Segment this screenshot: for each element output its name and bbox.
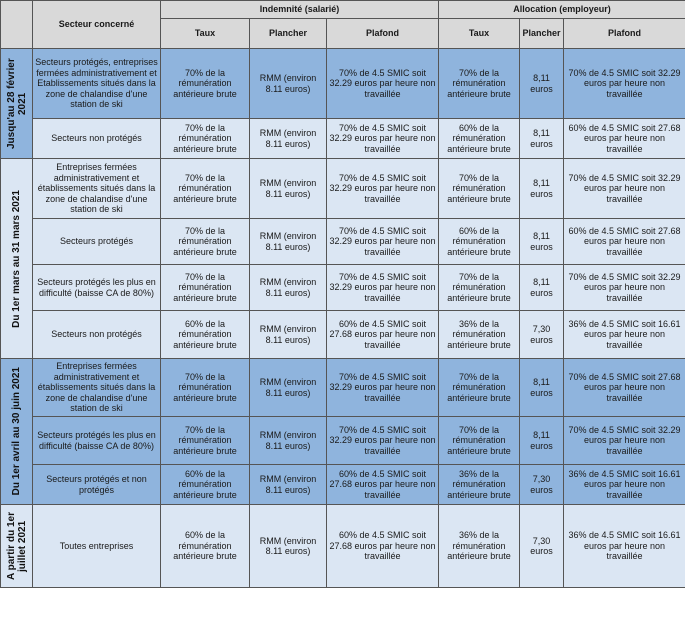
period-label: Du 1er avril au 30 juin 2021: [1, 359, 33, 505]
table-row: [1, 417, 685, 465]
header-all-plancher: Plancher: [520, 19, 564, 49]
all-plancher-cell: 8,11 euros: [520, 265, 564, 311]
all-plancher-cell: 8,11 euros: [520, 119, 564, 159]
ind-taux-cell: 70% de la rémunération antérieure brute: [161, 219, 250, 265]
header-allocation: Allocation (employeur): [439, 1, 685, 19]
all-plafond-cell: 70% de 4.5 SMIC soit 32.29 euros par heure non travaillée: [564, 265, 685, 311]
secteur-cell: Secteurs protégés et non protégés: [33, 465, 161, 505]
all-taux-cell: 60% de la rémunération antérieure brute: [439, 219, 520, 265]
ind-plancher-cell: RMM (environ 8.11 euros): [250, 359, 327, 417]
ind-plafond-cell: 60% de 4.5 SMIC soit 27.68 euros par heure non travaillée: [327, 505, 439, 588]
ind-plafond-cell: 60% de 4.5 SMIC soit 27.68 euros par heure non travaillée: [327, 465, 439, 505]
period-label: Du 1er mars au 31 mars 2021: [1, 159, 33, 359]
ind-plancher-cell: RMM (environ 8.11 euros): [250, 49, 327, 119]
header-ind-taux: Taux: [161, 19, 250, 49]
ind-taux-cell: 70% de la rémunération antérieure brute: [161, 119, 250, 159]
period-label: Jusqu'au 28 février 2021: [1, 49, 33, 159]
all-plafond-cell: 60% de 4.5 SMIC soit 27.68 euros par heure non travaillée: [564, 219, 685, 265]
header-secteur: Secteur concerné: [33, 1, 161, 49]
header-indemnite: Indemnité (salarié): [161, 1, 439, 19]
all-taux-cell: 60% de la rémunération antérieure brute: [439, 119, 520, 159]
all-plafond-cell: 70% de 4.5 SMIC soit 32.29 euros par heure non travaillée: [564, 49, 685, 119]
ind-taux-cell: 70% de la rémunération antérieure brute: [161, 159, 250, 219]
all-plancher-cell: 8,11 euros: [520, 359, 564, 417]
all-taux-cell: 70% de la rémunération antérieure brute: [439, 265, 520, 311]
header-ind-plancher: Plancher: [250, 19, 327, 49]
header-ind-plafond: Plafond: [327, 19, 439, 49]
ind-plancher-cell: RMM (environ 8.11 euros): [250, 311, 327, 359]
all-plafond-cell: 36% de 4.5 SMIC soit 16.61 euros par heure non travaillée: [564, 311, 685, 359]
ind-taux-cell: 70% de la rémunération antérieure brute: [161, 49, 250, 119]
all-plancher-cell: 8,11 euros: [520, 219, 564, 265]
ind-plancher-cell: RMM (environ 8.11 euros): [250, 119, 327, 159]
all-plancher-cell: 8,11 euros: [520, 159, 564, 219]
ind-taux-cell: 70% de la rémunération antérieure brute: [161, 417, 250, 465]
ind-taux-cell: 70% de la rémunération antérieure brute: [161, 359, 250, 417]
ind-plancher-cell: RMM (environ 8.11 euros): [250, 465, 327, 505]
ind-taux-cell: 60% de la rémunération antérieure brute: [161, 465, 250, 505]
table-row: [1, 119, 685, 159]
table-row: [1, 359, 685, 417]
table-row: [1, 159, 685, 219]
ind-plafond-cell: 70% de 4.5 SMIC soit 32.29 euros par heure non travaillée: [327, 417, 439, 465]
table-row: [1, 49, 685, 119]
secteur-cell: Toutes entreprises: [33, 505, 161, 588]
all-taux-cell: 36% de la rémunération antérieure brute: [439, 465, 520, 505]
table-row: [1, 465, 685, 505]
ind-plafond-cell: 70% de 4.5 SMIC soit 32.29 euros par heure non travaillée: [327, 49, 439, 119]
ind-taux-cell: 60% de la rémunération antérieure brute: [161, 505, 250, 588]
ind-plafond-cell: 70% de 4.5 SMIC soit 32.29 euros par heure non travaillée: [327, 219, 439, 265]
all-plafond-cell: 70% de 4.5 SMIC soit 32.29 euros par heure non travaillée: [564, 159, 685, 219]
all-plancher-cell: 7,30 euros: [520, 505, 564, 588]
secteur-cell: Secteurs protégés: [33, 219, 161, 265]
table-row: [1, 505, 685, 588]
all-plancher-cell: 8,11 euros: [520, 417, 564, 465]
table-row: [1, 219, 685, 265]
all-taux-cell: 70% de la rémunération antérieure brute: [439, 159, 520, 219]
all-taux-cell: 70% de la rémunération antérieure brute: [439, 49, 520, 119]
all-plafond-cell: 36% de 4.5 SMIC soit 16.61 euros par heure non travaillée: [564, 505, 685, 588]
all-plafond-cell: 70% de 4.5 SMIC soit 32.29 euros par heure non travaillée: [564, 417, 685, 465]
ind-plafond-cell: 60% de 4.5 SMIC soit 27.68 euros par heure non travaillée: [327, 311, 439, 359]
secteur-cell: Secteurs protégés les plus en difficulté (baisse CA de 80%): [33, 265, 161, 311]
all-plafond-cell: 70% de 4.5 SMIC soit 27.68 euros par heure non travaillée: [564, 359, 685, 417]
table-row: [1, 311, 685, 359]
ind-plafond-cell: 70% de 4.5 SMIC soit 32.29 euros par heure non travaillée: [327, 359, 439, 417]
secteur-cell: Secteurs non protégés: [33, 119, 161, 159]
all-taux-cell: 36% de la rémunération antérieure brute: [439, 505, 520, 588]
ind-plancher-cell: RMM (environ 8.11 euros): [250, 159, 327, 219]
ind-plancher-cell: RMM (environ 8.11 euros): [250, 505, 327, 588]
ind-taux-cell: 70% de la rémunération antérieure brute: [161, 265, 250, 311]
ind-taux-cell: 60% de la rémunération antérieure brute: [161, 311, 250, 359]
ind-plafond-cell: 70% de 4.5 SMIC soit 32.29 euros par heure non travaillée: [327, 265, 439, 311]
header-all-plafond: Plafond: [564, 19, 685, 49]
ind-plancher-cell: RMM (environ 8.11 euros): [250, 219, 327, 265]
secteur-cell: Secteurs protégés, entreprises fermées administrativement et Etablissements situés dans la zone de chalandise d'une station de ski: [33, 49, 161, 119]
all-plancher-cell: 7,30 euros: [520, 465, 564, 505]
ind-plancher-cell: RMM (environ 8.11 euros): [250, 265, 327, 311]
ind-plafond-cell: 70% de 4.5 SMIC soit 32.29 euros par heure non travaillée: [327, 159, 439, 219]
header-corner: [1, 1, 33, 49]
all-taux-cell: 36% de la rémunération antérieure brute: [439, 311, 520, 359]
ind-plancher-cell: RMM (environ 8.11 euros): [250, 417, 327, 465]
secteur-cell: Secteurs non protégés: [33, 311, 161, 359]
all-plafond-cell: 36% de 4.5 SMIC soit 16.61 euros par heure non travaillée: [564, 465, 685, 505]
table-row: [1, 265, 685, 311]
all-taux-cell: 70% de la rémunération antérieure brute: [439, 359, 520, 417]
secteur-cell: Entreprises fermées administrativement et établissements situés dans la zone de chalandise d'une station de ski: [33, 359, 161, 417]
all-plancher-cell: 8,11 euros: [520, 49, 564, 119]
all-plafond-cell: 60% de 4.5 SMIC soit 27.68 euros par heure non travaillée: [564, 119, 685, 159]
period-label: A partir du 1er juillet 2021: [1, 505, 33, 588]
header-all-taux: Taux: [439, 19, 520, 49]
secteur-cell: Entreprises fermées administrativement et établissements situés dans la zone de chalandise d'une station de ski: [33, 159, 161, 219]
all-taux-cell: 70% de la rémunération antérieure brute: [439, 417, 520, 465]
all-plancher-cell: 7,30 euros: [520, 311, 564, 359]
secteur-cell: Secteurs protégés les plus en difficulté (baisse CA de 80%): [33, 417, 161, 465]
ind-plafond-cell: 70% de 4.5 SMIC soit 32.29 euros par heure non travaillée: [327, 119, 439, 159]
